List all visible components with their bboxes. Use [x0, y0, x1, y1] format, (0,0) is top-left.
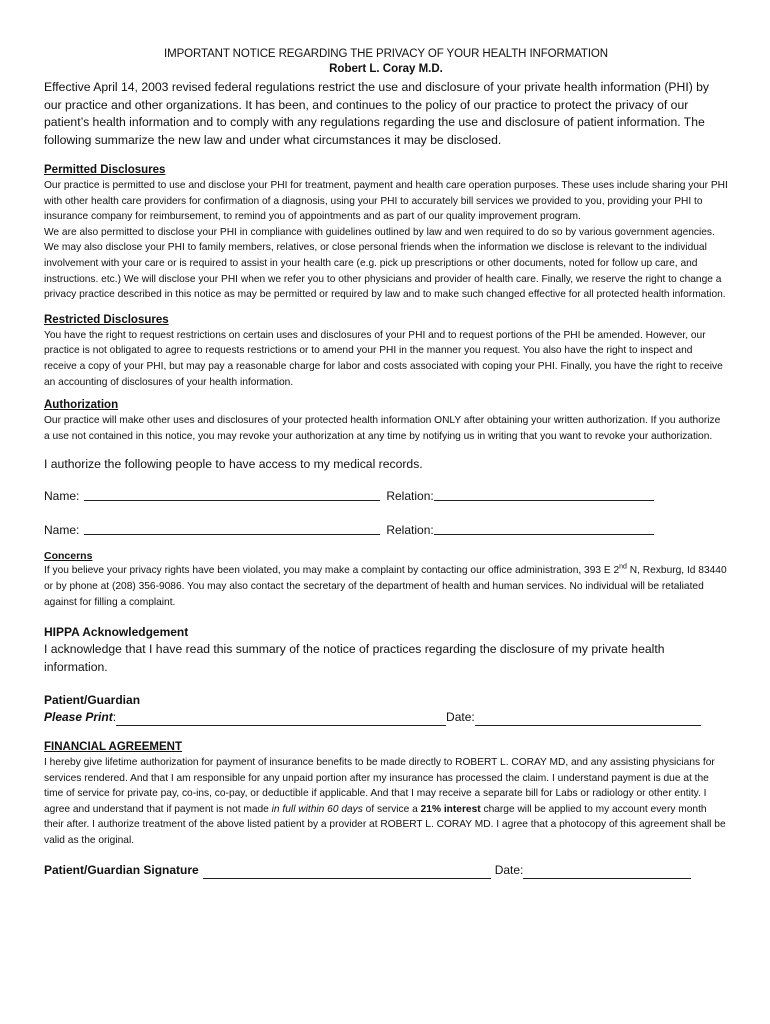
signature-date-label: Date:	[494, 862, 524, 877]
authorized-person-row-1	[44, 487, 728, 505]
financial-bold: 21% interest	[420, 803, 481, 815]
patient-guardian-label: Patient/Guardian	[44, 693, 141, 708]
authorized-person-row-2	[44, 521, 728, 539]
print-date-row	[44, 709, 728, 726]
concerns-text-b: N, Rexburg, Id 83440 or by phone at (208) 356-9086. You may also contact the secretary of the department of health and human services. No individual will be retaliated against for filling a complaint.	[44, 565, 727, 608]
permitted-heading: Permitted Disclosures	[44, 164, 166, 176]
authorization-heading: Authorization	[44, 399, 119, 412]
signature-label: Patient/Guardian Signature	[44, 862, 199, 877]
concerns-paragraph	[44, 563, 728, 610]
print-colon: :	[112, 710, 117, 725]
signature-row	[44, 862, 728, 879]
hippa-heading: HIPPA Acknowledgement	[44, 625, 189, 640]
document-page	[44, 46, 728, 879]
name-field-2[interactable]	[84, 521, 380, 535]
permitted-paragraph-2: We are also permitted to disclose your PHI in compliance with guidelines outlined by law and wen required to do so by various government agencies. We may also disclose your PHI to family members, relatives, or close personal friends when the information we disclose is relevant to the individual involvement with your care or is required to assist in your health care (e.g. pick up prescriptions or other documents, noted for follow up care, and instructions. etc.) We will disclose your PHI when we refer you to other physicians and provider of health care. Finally, we reserve the right to change a privacy practice described in this notice as may be permitted or required by law and to make such changed effective for all protected health information.	[44, 226, 726, 301]
relation-label: Relation:	[386, 489, 434, 504]
financial-text-c: charge will be applied to my account every month their after. I authorize treatment of the above listed patient by a provider at ROBERT L. CORAY MD. I agree that a photocopy of this agreement shall be valid as the original.	[44, 803, 726, 847]
restricted-heading: Restricted Disclosures	[44, 313, 169, 326]
financial-paragraph	[44, 755, 728, 849]
authorization-paragraph: Our practice will make other uses and disclosures of your protected health information ONLY after obtaining your written authorization. If you authorize a use not contained in this notice, you may revoke your authorization at any time by notifying us in writing that you want to revoke your authorization.	[44, 415, 721, 442]
financial-text-b: of service a	[362, 803, 421, 815]
intro-paragraph: Effective April 14, 2003 revised federal regulations restrict the use and disclosure of your private health information (PHI) by our practice and other organizations. It has been, and continues to the policy of our practice to protect the privacy of our patient’s health information and to comply with any regulations regarding the use and disclosure of patient information. The following summarize the new law and under what circumstances it may be disclosed.	[44, 80, 710, 147]
please-print-label: Please Print	[44, 710, 113, 725]
concerns-text-a: If you believe your privacy rights have been violated, you may make a complaint by contacting our office administration, 393 E 2	[44, 565, 620, 577]
relation-label: Relation:	[386, 523, 434, 538]
relation-field-2[interactable]	[434, 521, 654, 535]
financial-text-a: I hereby give lifetime authorization for payment of insurance benefits to be made directly to ROBERT L. CORAY MD, and any assisting physicians for services rendered. And that I am responsible for any unpaid portion after my insurance has processed the claim. I understand payment is due at the time of service for private pay, co-ins, co-pay, or deductible if applicable. And that I may receive a separate bill for Labs or radiology or other entity. I agree and understand that if payment is not made	[44, 757, 715, 815]
name-label: Name:	[44, 489, 80, 504]
print-name-field[interactable]	[116, 712, 446, 726]
financial-italic: in full within 60 days	[271, 803, 363, 815]
name-label: Name:	[44, 523, 80, 538]
name-field-1[interactable]	[84, 487, 380, 501]
hippa-paragraph: I acknowledge that I have read this summary of the notice of practices regarding the disclosure of my private health information.	[44, 642, 665, 674]
authorization-lead: I authorize the following people to have access to my medical records.	[44, 457, 423, 472]
ordinal-suffix: nd	[619, 563, 627, 571]
concerns-heading: Concerns	[44, 550, 93, 563]
doctor-name: Robert L. Coray M.D.	[329, 63, 443, 75]
permitted-paragraph-1: Our practice is permitted to use and disclose your PHI for treatment, payment and health care operation purposes. These uses include sharing your PHI with other health care providers for confirmation of a diagnosis, using your PHI to accurately bill services we provided to you, providing your PHI to insurance company for reimbursement, to remind you of appointments and as part of our quality improvement program.	[44, 180, 728, 223]
relation-field-1[interactable]	[434, 487, 654, 501]
signature-field[interactable]	[203, 865, 491, 879]
financial-heading: FINANCIAL AGREEMENT	[44, 741, 182, 754]
date-field[interactable]	[475, 712, 701, 726]
signature-date-field[interactable]	[523, 865, 691, 879]
restricted-paragraph: You have the right to request restrictions on certain uses and disclosures of your PHI and to request portions of the PHI be amended. However, our practice is not obligated to agree to requests restrictions or to amend your PHI in the manner you request. You also have the right to inspect and receive a copy of your PHI, but may pay a reasonable charge for labor and costs associated with coping your PHI. Finally, you have the right to receive an accounting of disclosures of your health information.	[44, 329, 723, 388]
notice-title: IMPORTANT NOTICE REGARDING THE PRIVACY OF YOUR HEALTH INFORMATION	[164, 48, 608, 60]
date-label: Date:	[446, 710, 475, 725]
